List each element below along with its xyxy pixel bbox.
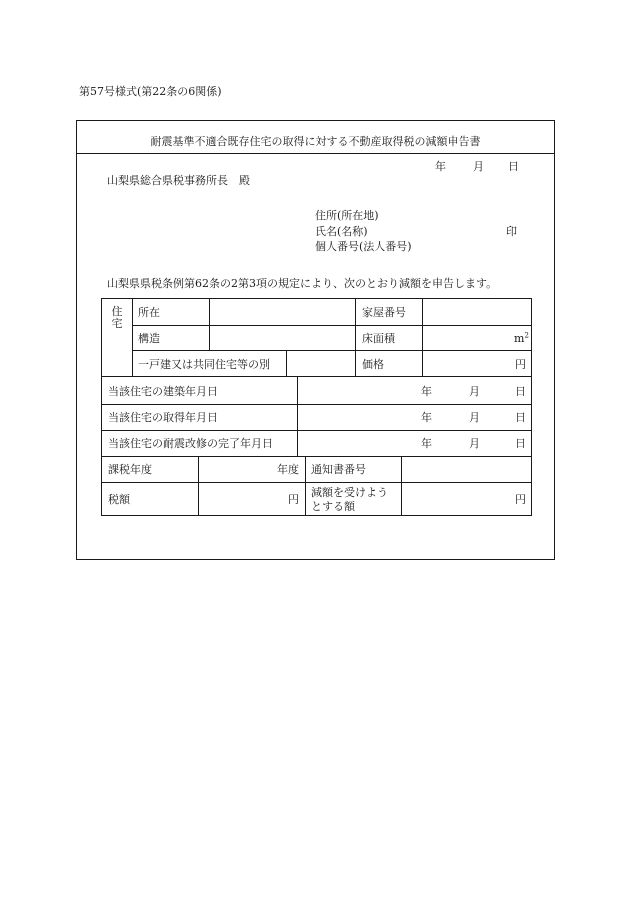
structure-label: 構造: [138, 332, 160, 345]
build-date-month: 月: [469, 385, 480, 398]
form-title-row: [77, 121, 554, 154]
form-number: 第57号様式(第22条の6関係): [79, 85, 222, 98]
acquisition-date-label: 当該住宅の取得年月日: [108, 411, 218, 424]
retrofit-date-month: 月: [469, 437, 480, 450]
building-type-label: 一戸建又は共同住宅等の別: [138, 358, 270, 371]
floor-area-label: 床面積: [362, 332, 395, 345]
form-title: 耐震基準不適合既存住宅の取得に対する不動産取得税の減額申告書: [150, 135, 481, 148]
address-label: 住所(所在地): [315, 209, 379, 222]
retrofit-date-day: 日: [515, 437, 526, 450]
build-date-day: 日: [515, 385, 526, 398]
build-date-label: 当該住宅の建築年月日: [108, 385, 218, 398]
floor-area-unit: $m^2$: [514, 331, 529, 345]
date-month-label: 月: [473, 160, 484, 173]
price-label: 価格: [362, 358, 384, 371]
id-number-label: 個人番号(法人番号): [315, 240, 412, 253]
price-yen-unit: 円: [515, 358, 526, 371]
retrofit-date-label: 当該住宅の耐震改修の完了年月日: [108, 437, 273, 450]
acquisition-date-day: 日: [515, 411, 526, 424]
date-year-label: 年: [435, 160, 446, 173]
acquisition-date-year: 年: [421, 411, 432, 424]
declaration-text: 山梨県県税条例第62条の2第3項の規定により、次のとおり減額を申告します。: [107, 277, 498, 290]
acquisition-date-month: 月: [469, 411, 480, 424]
declaration-form: [76, 120, 555, 560]
tax-year-unit: 年度: [277, 463, 299, 476]
date-header: [77, 158, 554, 173]
reduction-yen: 円: [515, 493, 526, 506]
addressee: 山梨県総合県税事務所長 殿: [107, 174, 250, 187]
tax-amount-label: 税額: [108, 493, 130, 506]
detail-table: [101, 298, 532, 516]
house-number-label: 家屋番号: [362, 306, 406, 319]
notice-number-label: 通知書番号: [311, 463, 366, 476]
tax-amount-yen: 円: [288, 493, 299, 506]
reduction-label-line2: とする額: [311, 500, 355, 513]
housing-label: 住宅: [111, 305, 123, 330]
tax-year-label: 課税年度: [108, 463, 152, 476]
build-date-year: 年: [421, 385, 432, 398]
reduction-label-line1: 減額を受けよう: [311, 486, 388, 499]
retrofit-date-year: 年: [421, 437, 432, 450]
seal-mark: 印: [506, 225, 517, 238]
date-day-label: 日: [508, 160, 519, 173]
location-label: 所在: [138, 306, 160, 319]
name-label: 氏名(名称): [315, 225, 368, 238]
